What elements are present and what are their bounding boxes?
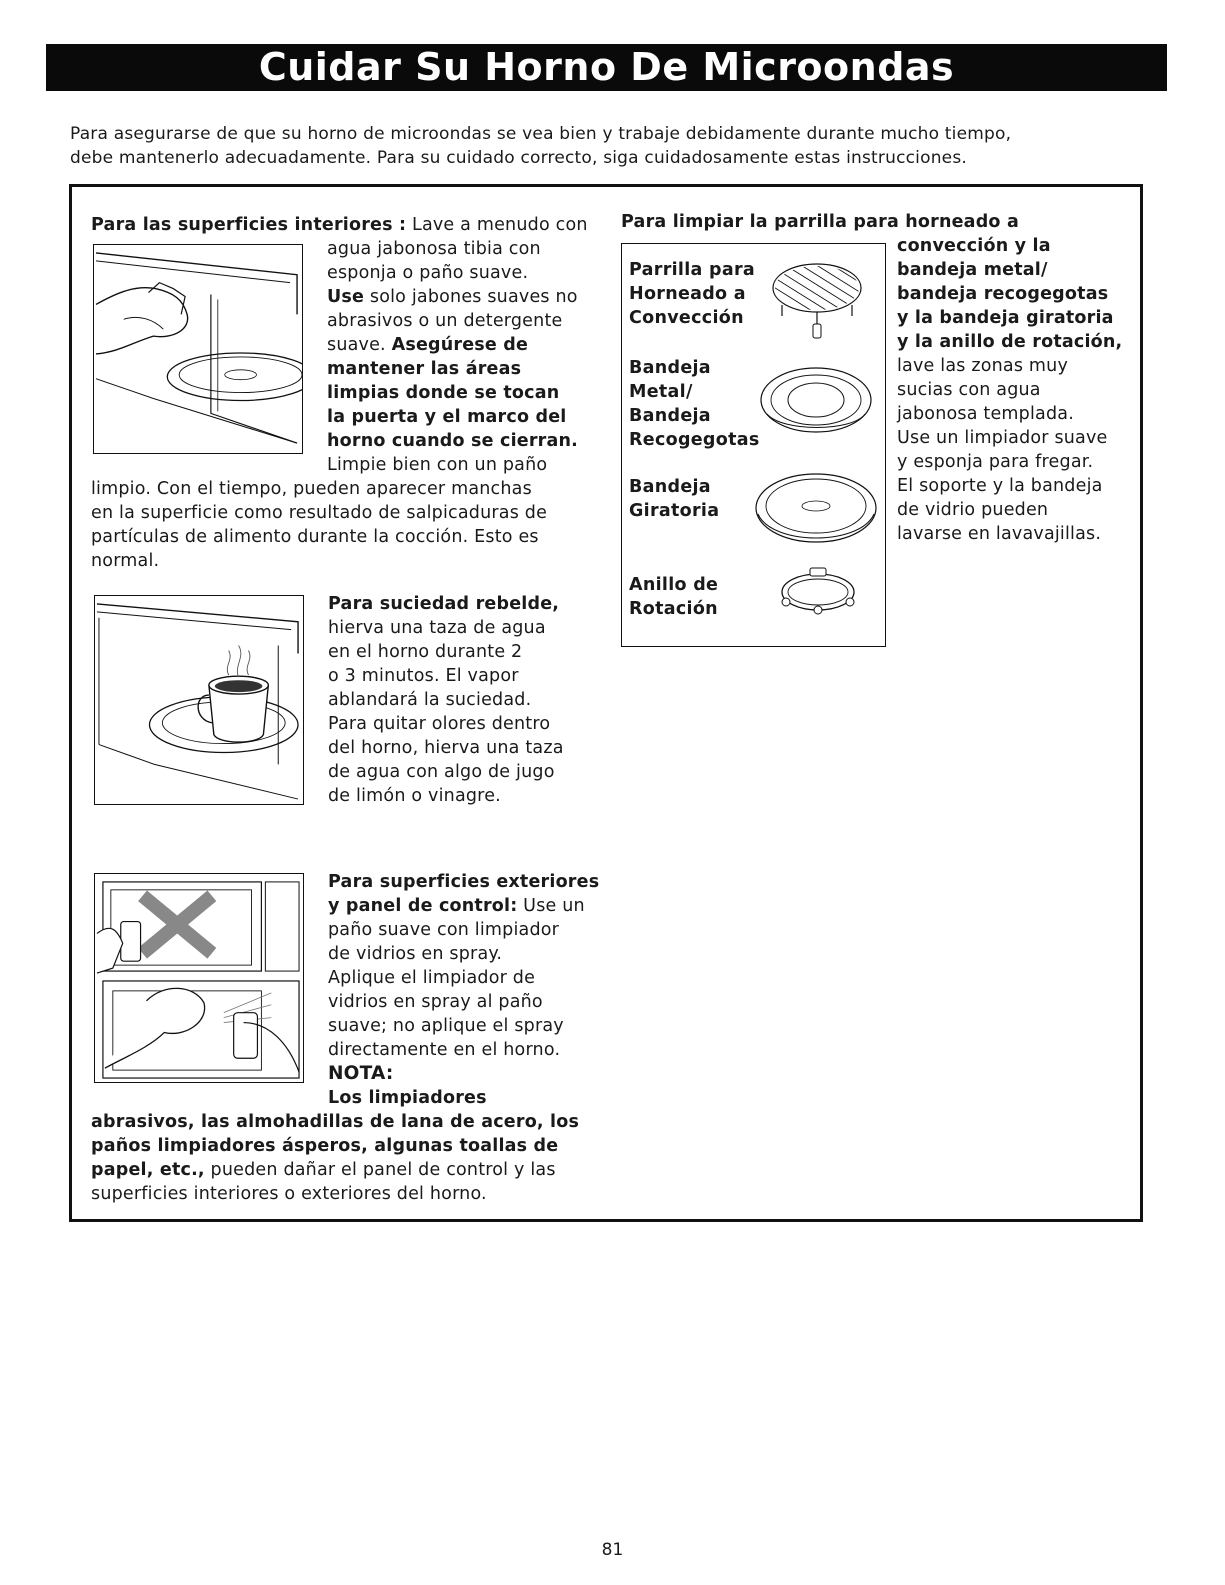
interior-cleaning-illustration <box>93 244 303 454</box>
stubborn-text-line: Para quitar olores dentro <box>328 714 551 734</box>
interior-bold: limpias donde se tocan <box>327 383 560 403</box>
interior-text: Limpie bien con un paño <box>327 455 548 475</box>
part-label-rack <box>629 258 755 330</box>
exterior-note-bold: abrasivos, las almohadillas de lana de acero, los <box>91 1112 580 1132</box>
part-label-line: Parrilla para <box>629 260 755 280</box>
exterior-note-span: pueden dañar el panel de control y las <box>204 1160 556 1180</box>
rack-bold: bandeja metal/ <box>897 260 1048 280</box>
exterior-text <box>328 894 618 918</box>
intro-paragraph <box>70 122 1160 170</box>
stubborn-text-line: de limón o vinagre. <box>328 786 501 806</box>
rack-bold: y la bandeja giratoria <box>897 308 1114 328</box>
interior-text: normal. <box>91 551 160 571</box>
stubborn-text-line: del horno, hierva una taza <box>328 738 564 758</box>
part-label-line: Bandeja <box>629 358 711 378</box>
exterior-cleaning-illustration <box>94 873 304 1083</box>
part-label-line: Metal/ <box>629 382 693 402</box>
interior-text: esponja o paño suave. <box>327 263 529 283</box>
rack-text-line: jabonosa templada. <box>897 404 1074 424</box>
exterior-text: paño suave con limpiador <box>328 920 560 940</box>
stubborn-text-line: de agua con algo de jugo <box>328 762 555 782</box>
exterior-text-span: Use un <box>517 896 585 916</box>
interior-text: en la superficie como resultado de salpicaduras de <box>91 503 548 523</box>
interior-bold: la puerta y el marco del <box>327 407 567 427</box>
rack-text-line: lave las zonas muy <box>897 356 1069 376</box>
interior-bold: Use <box>327 287 365 307</box>
interior-text <box>327 333 607 357</box>
interior-text <box>327 285 607 309</box>
rack-text-line: El soporte y la bandeja <box>897 476 1103 496</box>
page-title: Cuidar Su Horno De Microondas <box>258 45 955 89</box>
interior-text: partículas de alimento durante la cocción. Esto es <box>91 527 539 547</box>
exterior-text: suave; no aplique el spray <box>328 1016 564 1036</box>
interior-bold: horno cuando se cierran. <box>327 431 579 451</box>
part-label-turntable <box>629 475 719 523</box>
stubborn-text-line: ablandará la suciedad. <box>328 690 532 710</box>
interior-text-span: solo jabones suaves no <box>364 287 578 307</box>
turntable-icon <box>752 468 880 550</box>
stubborn-text <box>328 592 613 808</box>
interior-text: agua jabonosa tibia con <box>327 239 541 259</box>
exterior-heading-2: y panel de control: <box>328 896 518 916</box>
exterior-text: vidrios en spray al paño <box>328 992 543 1012</box>
stubborn-text-line: hierva una taza de agua <box>328 618 546 638</box>
exterior-note-line: superficies interiores o exteriores del horno. <box>91 1184 487 1204</box>
exterior-note-bold: paños limpiadores ásperos, algunas toallas de <box>91 1136 559 1156</box>
stubborn-text-line: o 3 minutos. El vapor <box>328 666 519 686</box>
interior-heading: Para las superficies interiores : <box>91 215 407 235</box>
part-label-line: Giratoria <box>629 501 720 521</box>
interior-wrap-text <box>327 237 607 477</box>
intro-line: Para asegurarse de que su horno de microondas se vea bien y trabaje debidamente durante mucho tiempo, <box>70 124 1012 144</box>
part-label-line: Recogegotas <box>629 430 760 450</box>
interior-heading-line <box>91 213 601 237</box>
interior-text-span: suave. <box>327 335 392 355</box>
nota-label: NOTA: <box>328 1063 394 1084</box>
part-label-metal-tray <box>629 356 760 452</box>
interior-text: limpio. Con el tiempo, pueden aparecer manchas <box>91 479 532 499</box>
roller-ring-icon <box>772 566 864 616</box>
exterior-heading: Para superficies exteriores <box>328 872 600 892</box>
rack-text-line: Use un limpiador suave <box>897 428 1108 448</box>
rack-heading: Para limpiar la parrilla para horneado a <box>621 212 1019 232</box>
page-number: 81 <box>601 1540 624 1560</box>
stubborn-heading: Para suciedad rebelde, <box>328 594 560 614</box>
part-label-line: Convección <box>629 308 744 328</box>
rack-text-line: y esponja para fregar. <box>897 452 1094 472</box>
rack-bold: convección y la <box>897 236 1051 256</box>
rack-bold: bandeja recogegotas <box>897 284 1109 304</box>
exterior-text: de vidrios en spray. <box>328 944 503 964</box>
exterior-text: Aplique el limpiador de <box>328 968 536 988</box>
exterior-text: directamente en el horno. <box>328 1040 561 1060</box>
part-label-line: Horneado a <box>629 284 746 304</box>
exterior-note-text <box>91 1110 621 1206</box>
part-label-line: Bandeja <box>629 477 711 497</box>
stubborn-text-line: en el horno durante 2 <box>328 642 523 662</box>
interior-text: Lave a menudo con <box>412 215 588 235</box>
rack-text-line: lavarse en lavavajillas. <box>897 524 1102 544</box>
cup-in-oven-icon <box>95 596 303 804</box>
interior-bold: Asegúrese de <box>391 335 529 355</box>
convection-rack-icon <box>762 250 874 342</box>
exterior-note-bold: papel, etc., <box>91 1160 205 1180</box>
exterior-note-line <box>91 1158 621 1182</box>
spray-cleaning-icon <box>95 874 303 1082</box>
exterior-note-bold: Los limpiadores <box>328 1088 487 1108</box>
interior-bold: mantener las áreas <box>327 359 522 379</box>
part-label-line: Bandeja <box>629 406 711 426</box>
rack-bold: y la anillo de rotación, <box>897 332 1123 352</box>
intro-line: debe mantenerlo adecuadamente. Para su cuidado correcto, siga cuidadosamente estas instrucciones. <box>70 148 967 168</box>
interior-text: abrasivos o un detergente <box>327 311 563 331</box>
rack-text-line: de vidrio pueden <box>897 500 1049 520</box>
part-label-roller-ring <box>629 573 718 621</box>
title-bar <box>46 44 1167 91</box>
boiling-cup-illustration <box>94 595 304 805</box>
exterior-wrap-text <box>328 870 618 1110</box>
rack-heading-line <box>621 210 1141 234</box>
hand-wiping-oven-icon <box>94 245 302 453</box>
interior-full-text <box>91 477 611 573</box>
part-label-line: Rotación <box>629 599 718 619</box>
rack-text-line: sucias con agua <box>897 380 1041 400</box>
rack-text <box>897 234 1137 546</box>
part-label-line: Anillo de <box>629 575 719 595</box>
metal-tray-icon <box>757 362 875 442</box>
